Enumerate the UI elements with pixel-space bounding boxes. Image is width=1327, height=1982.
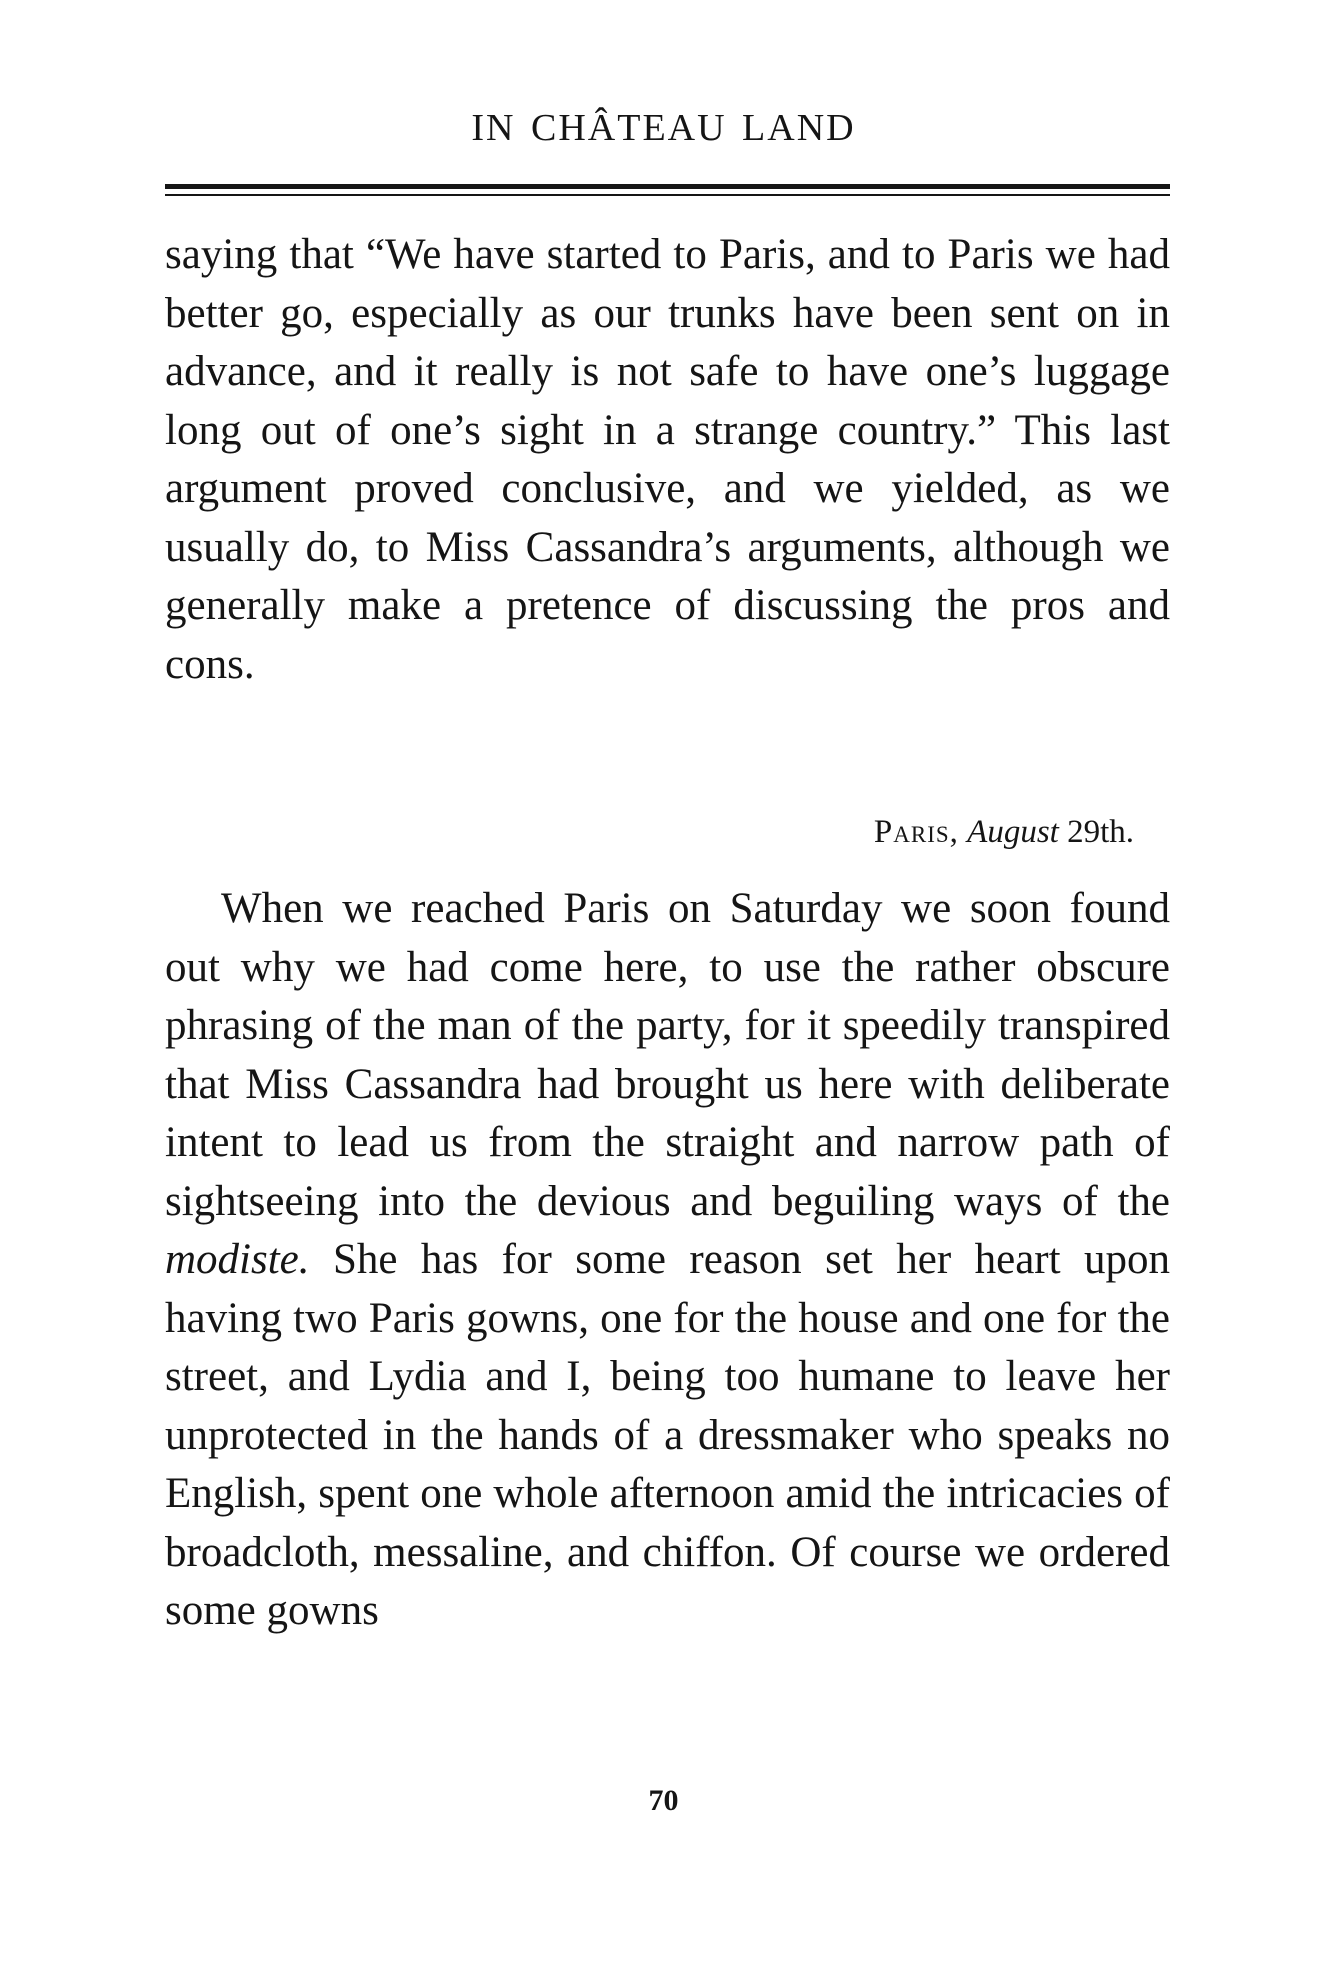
paragraph-2-italic-word: modiste. xyxy=(165,1236,310,1283)
dateline-month: August xyxy=(967,814,1059,850)
header-rule-thin xyxy=(165,194,1170,196)
paragraph-2 xyxy=(165,880,1170,1641)
paragraph-block-2 xyxy=(165,880,1170,1641)
dateline xyxy=(874,810,1134,854)
paragraph-2-text-start: When we reached Paris on Saturday we soon found out why we had come here, to use the rather obscure phrasing of the man of the party, for it speedily transpired that Miss Cassandra had brought us here with deliberate intent to lead us from the straight and narrow path of sightseeing into the devious and beguiling ways of the xyxy=(165,885,1170,1225)
header-rule-thick xyxy=(165,184,1170,189)
dateline-day: 29th. xyxy=(1067,814,1134,850)
running-head: IN CHÂTEAU LAND xyxy=(471,107,856,149)
page-number: 70 xyxy=(648,1784,679,1817)
paragraph-2-text-end: She has for some reason set her heart upon having two Paris gowns, one for the house and one for the street, and Lydia and I, being too humane to leave her unprotected in the hands of a dressmaker who speaks no English, spent one whole afternoon amid the intricacies of broadcloth, messaline, and chiffon. Of course we ordered some gowns xyxy=(165,1236,1170,1634)
paragraph-1: saying that “We have started to Paris, and to Paris we had better go, especially as our trunks have been sent on in advance, and it really is not safe to have one’s luggage long out of one’s sight in a strange country.” This last argument proved conclusive, and we yielded, as we usually do, to Miss Cassandra’s arguments, although we generally make a pretence of discussing the pros and cons. xyxy=(165,231,1170,688)
dateline-place: Paris, xyxy=(873,814,959,850)
paragraph-block-1 xyxy=(165,226,1170,694)
